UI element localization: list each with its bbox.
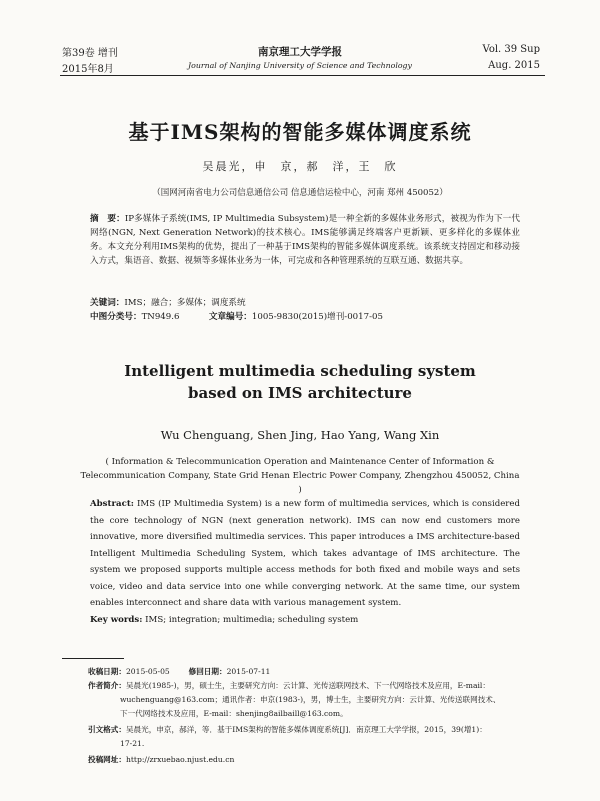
bio-line1: 吴晨光(1985-)，男，硕士生，主要研究方向：云计算、光传送联网技术、下一代网络技术及应用，E-mail： bbox=[125, 681, 490, 690]
bio-line3: 下一代网络技术及应用，E-mail：shenjing8ailbaill@163.com。 bbox=[120, 709, 348, 718]
abstract-en-text: IMS (IP Multimedia System) is a new form of multimedia services, which is considered the core technology of NGN (next generation network). IMS can now end customers more innovative, more diversified multimedia services. This paper introduces a IMS architecture-based Intelligent Multimedia Scheduling System, which takes advantage of IMS architecture. The system we proposed supports multiple access methods for both fixed and mobile ways and sets voice, video and data service into one while converging network. At the same time, our system enables interconnect and share data with various management system. bbox=[90, 499, 520, 608]
revised-value: 2015-07-11 bbox=[226, 667, 271, 676]
revised-label: 修回日期： bbox=[188, 667, 227, 676]
footnotes bbox=[88, 666, 528, 766]
keywords-en bbox=[90, 612, 520, 629]
abstract-cn bbox=[90, 212, 520, 268]
submission-url bbox=[88, 754, 528, 766]
url-label: 投稿网址： bbox=[88, 755, 126, 764]
article-no-label: 文章编号： bbox=[208, 312, 252, 322]
abstract-cn-text: IP多媒体子系统(IMS, IP Multimedia Subsystem)是一种全新的多媒体业务形式，被视为作为下一代网络(NGN, Next Generation Network)的技术核心。IMS能够满足终端客户更新颖、更多样化的多媒体业务。本文充分利用IMS架构的优势，提出了一种基于IMS架构的智能多媒体调度系统。该系统支持固定和移动接入方式，集语音、数据、视频等多媒体业务为一体，可完成和各种管理系统的互联互通、数据共享。 bbox=[90, 214, 520, 266]
abstract-en bbox=[90, 496, 520, 628]
cite-line1: 吴晨光，申京，郝洋，等．基于IMS架构的智能多媒体调度系统[J]．南京理工大学学报，2015，39(增1)： bbox=[125, 725, 487, 734]
bio-label: 作者简介： bbox=[88, 681, 126, 690]
affiliation-cn: （国网河南省电力公司信息通信公司 信息通信运检中心，河南 郑州 450052） bbox=[152, 188, 448, 198]
abstract-cn-label: 摘 要： bbox=[90, 214, 125, 224]
received-label: 收稿日期： bbox=[88, 667, 126, 676]
footnote-rule bbox=[62, 658, 124, 659]
header-rule bbox=[60, 75, 545, 76]
authors-en: Wu Chenguang, Shen Jing, Hao Yang, Wang Xin bbox=[160, 428, 440, 442]
keywords-cn bbox=[90, 296, 520, 310]
abstract-en-label: Abstract: bbox=[90, 499, 134, 509]
affiliation-en: ( Information & Telecommunication Operation and Maintenance Center of Information & Telecommunication Company, State Grid Henan Electric Power Company, Zhengzhou 450052, China ) bbox=[80, 457, 520, 495]
clc-label: 中图分类号： bbox=[90, 312, 142, 322]
keywords-en-text: IMS; integration; multimedia; scheduling system bbox=[142, 614, 359, 625]
paper-title-en-line1: Intelligent multimedia scheduling system bbox=[124, 362, 476, 380]
paper-title-en bbox=[0, 360, 600, 404]
keywords-cn-text: IMS；融合；多媒体；调度系统 bbox=[124, 298, 246, 308]
clc-value: TN949.6 bbox=[141, 312, 180, 322]
citation bbox=[88, 724, 528, 750]
author-bio bbox=[88, 680, 528, 720]
paper-title-en-line2: based on IMS architecture bbox=[188, 384, 412, 402]
received-value: 2015-05-05 bbox=[125, 667, 170, 676]
cite-label: 引文格式： bbox=[88, 725, 126, 734]
authors-cn: 吴晨光，申 京，郝 洋，王 欣 bbox=[202, 160, 398, 173]
header-journal-cn: 南京理工大学学报 bbox=[258, 46, 342, 58]
header-journal-en: Journal of Nanjing University of Science and Technology bbox=[188, 61, 412, 70]
classification-line bbox=[90, 310, 520, 324]
header-date-en: Aug. 2015 bbox=[488, 60, 540, 71]
keywords-cn-label: 关键词： bbox=[90, 298, 125, 308]
url-value[interactable]: http://zrxuebao.njust.edu.cn bbox=[125, 755, 235, 764]
article-no-value: 1005-9830(2015)增刊-0017-05 bbox=[251, 312, 383, 322]
cite-line2: 17-21. bbox=[120, 739, 145, 748]
keywords-en-label: Key words: bbox=[90, 614, 143, 625]
header-date-cn: 2015年8月 bbox=[62, 64, 114, 75]
bio-line2: wuchenguang@163.com；通讯作者：申京(1983-)，男，博士生，主要研究方向：云计算、光传送联网技术、 bbox=[120, 695, 501, 704]
paper-title-cn: 基于IMS架构的智能多媒体调度系统 bbox=[128, 120, 472, 144]
header-volume-en: Vol. 39 Sup bbox=[482, 44, 540, 55]
received-line bbox=[88, 666, 528, 678]
header-volume-cn: 第39卷 增刊 bbox=[62, 48, 118, 59]
